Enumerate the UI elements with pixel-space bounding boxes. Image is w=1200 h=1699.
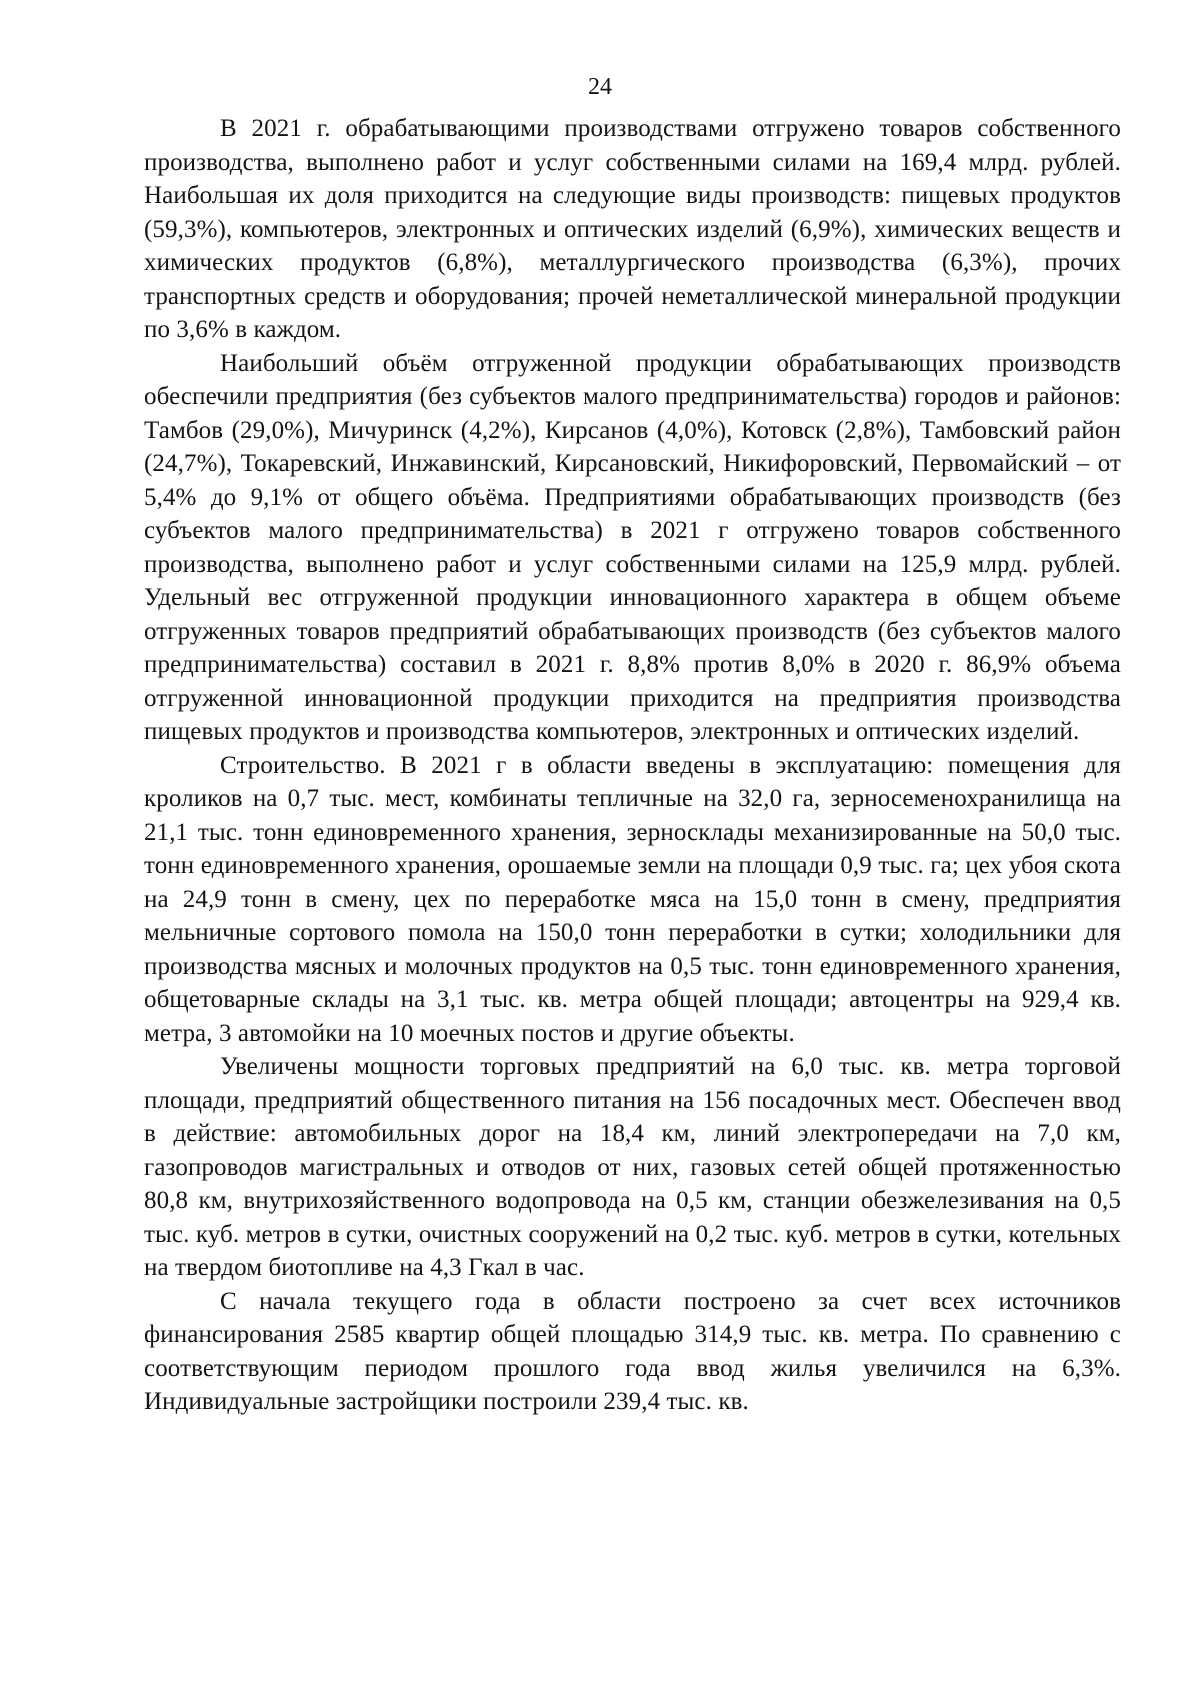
paragraph-capacity-increase: Увеличены мощности торговых предприятий на 6,0 тыс. кв. метра торговой площади, предприятий общественного питания на 156 посадочных мест. Обеспечен ввод в действие: автомобильных дорог на 18,4 км, линий электропередачи на 7,0 км, газопроводов магистральных и отводов от них, газовых сетей общей протяженностью 80,8 км, внутрихозяйственного водопровода на 0,5 км, станции обезжелезивания на 0,5 тыс. куб. метров в сутки, очистных сооружений на 0,2 тыс. куб. метров в сутки, котельных на твердом биотопливе на 4,3 Гкал в час. (144, 1053, 1121, 1281)
paragraph-housing: С начала текущего года в области построено за счет всех источников финансирования 2585 квартир общей площадью 314,9 тыс. кв. метра. По сравнению с соответствующим периодом прошлого года ввод жилья увеличился на 6,3%. Индивидуальные застройщики построили 239,4 тыс. кв. (144, 1287, 1121, 1415)
document-body (144, 112, 1121, 1419)
page-number: 24 (588, 74, 612, 100)
paragraph-manufacturing-output: В 2021 г. обрабатывающими производствами отгружено товаров собственного производства, выполнено работ и услуг собственными силами на 169,4 млрд. рублей. Наибольшая их доля приходится на следующие виды производств: пищевых продуктов (59,3%), компьютеров, электронных и оптических изделий (6,9%), химических веществ и химических продуктов (6,8%), металлургического производства (6,3%), прочих транспортных средств и оборудования; прочей неметаллической минеральной продукции по 3,6% в каждом. (144, 115, 1121, 343)
paragraph-construction: Строительство. В 2021 г в области введены в эксплуатацию: помещения для кроликов на 0,7 тыс. мест, комбинаты тепличные на 32,0 га, зерносеменохранилища на 21,1 тыс. тонн единовременного хранения, зерносклады механизированные на 50,0 тыс. тонн единовременного хранения, орошаемые земли на площади 0,9 тыс. га; цех убоя скота на 24,9 тонн в смену, цех по переработке мяса на 15,0 тонн в смену, предприятия мельничные сортового помола на 150,0 тонн переработки в сутки; холодильники для производства мясных и молочных продуктов на 0,5 тыс. тонн единовременного хранения, общетоварные склады на 3,1 тыс. кв. метра общей площади; автоцентры на 929,4 кв. метра, 3 автомойки на 10 моечных постов и другие объекты. (144, 751, 1121, 1047)
paragraph-shipped-products-by-district: Наибольший объём отгруженной продукции обрабатывающих производств обеспечили предприятия (без субъектов малого предпринимательства) городов и районов: Тамбов (29,0%), Мичуринск (4,2%), Кирсанов (4,0%), Котовск (2,8%), Тамбовский район (24,7%), Токаревский, Инжавинский, Кирсановский, Никифоровский, Первомайский – от 5,4% до 9,1% от общего объёма. Предприятиями обрабатывающих производств (без субъектов малого предпринимательства) в 2021 г отгружено товаров собственного производства, выполнено работ и услуг собственными силами на 125,9 млрд. рублей. Удельный вес отгруженной продукции инновационного характера в общем объеме отгруженных товаров предприятий обрабатывающих производств (без субъектов малого предпринимательства) составил в 2021 г. 8,8% против 8,0% в 2020 г. 86,9% объема отгруженной инновационной продукции приходится на предприятия производства пищевых продуктов и производства компьютеров, электронных и оптических изделий. (144, 349, 1121, 745)
